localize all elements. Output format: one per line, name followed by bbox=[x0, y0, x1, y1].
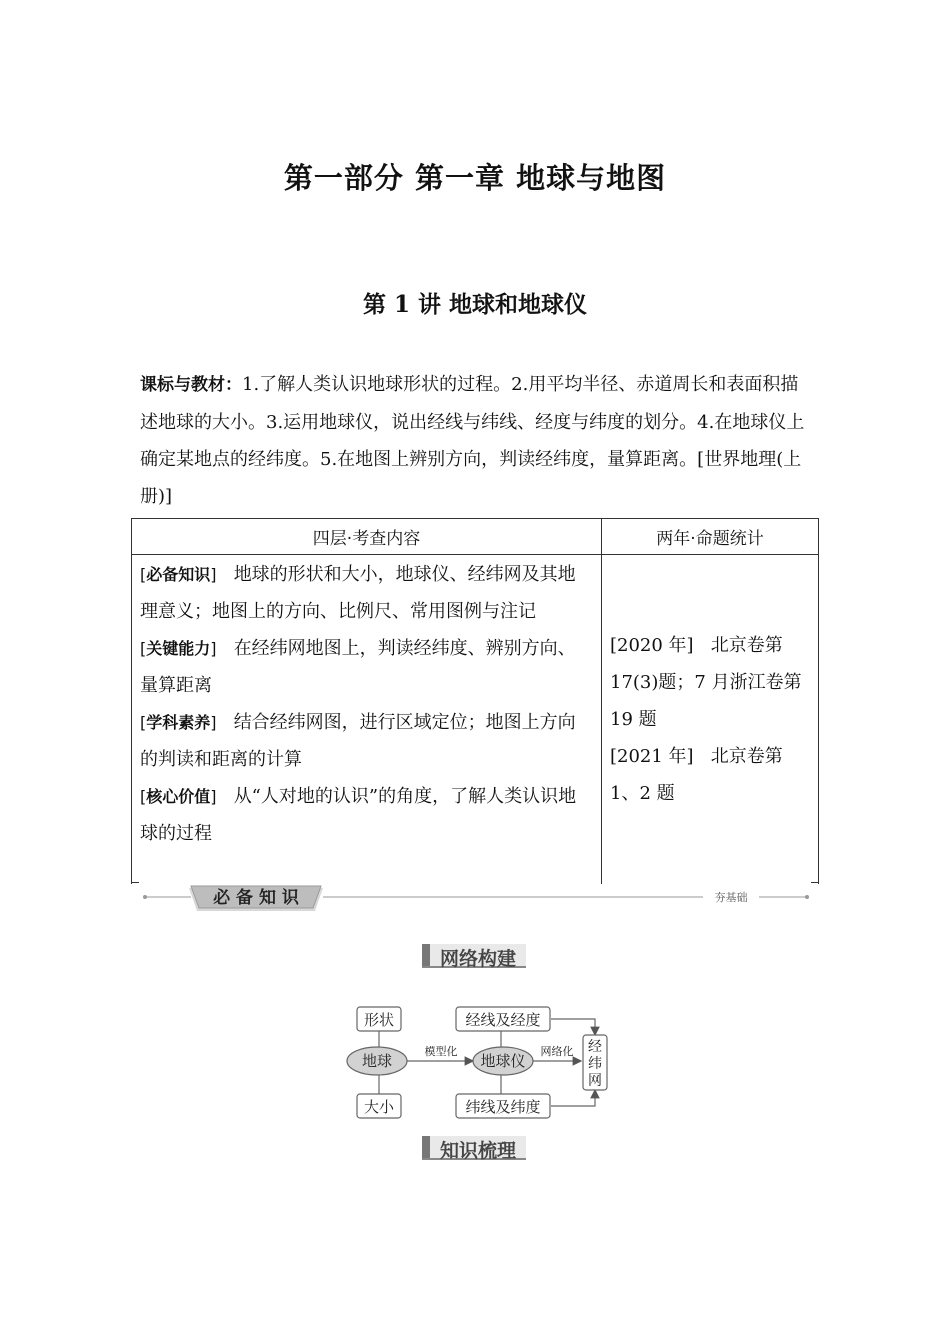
label-model: 模型化 bbox=[424, 1045, 458, 1058]
label-network: 网络化 bbox=[540, 1045, 574, 1058]
network-heading-bar bbox=[422, 944, 430, 968]
node-grid-char: 网 bbox=[588, 1073, 602, 1089]
row-tag: [关键能力] bbox=[140, 639, 217, 658]
arrow-parallel-grid bbox=[551, 1090, 595, 1106]
content-row bbox=[140, 704, 593, 778]
intro-label: 课标与教材： bbox=[140, 375, 242, 395]
chapter-title: 第一部分 第一章 地球与地图 bbox=[283, 161, 667, 195]
node-size-label: 大小 bbox=[363, 1098, 395, 1116]
stat-entry: [2021 年] 北京卷第 1、2 题 bbox=[610, 746, 783, 804]
knowledge-heading: 知识梳理 bbox=[440, 1140, 517, 1162]
content-cell bbox=[132, 555, 602, 885]
row-text: 从“人对地的认识”的角度，了解人类认识地球的过程 bbox=[140, 786, 577, 844]
node-grid-char: 经 bbox=[588, 1039, 602, 1055]
node-parallel-label: 纬线及纬度 bbox=[465, 1098, 541, 1116]
stat-entry: [2020 年] 北京卷第 17(3)题；7 月浙江卷第 19 题 bbox=[610, 635, 802, 730]
node-meridian-label: 经线及经度 bbox=[465, 1011, 541, 1029]
banner-dot-left bbox=[143, 895, 147, 899]
row-tag: [核心价值] bbox=[140, 787, 217, 806]
exam-overview-table bbox=[131, 518, 819, 884]
content-row bbox=[140, 556, 593, 630]
table-corner-left bbox=[131, 876, 139, 883]
node-grid-char: 纬 bbox=[588, 1056, 602, 1072]
network-heading: 网络构建 bbox=[440, 948, 517, 970]
section-banner bbox=[131, 884, 819, 912]
lesson-title: 第 1 讲 地球和地球仪 bbox=[362, 291, 588, 318]
content-row bbox=[140, 630, 593, 704]
banner-subtitle: 夯基础 bbox=[714, 891, 748, 904]
row-text: 地球的形状和大小，地球仪、经纬网及其地理意义；地图上的方向、比例尺、常用图例与注记 bbox=[140, 564, 576, 622]
banner-dot-right bbox=[805, 895, 809, 899]
curriculum-intro bbox=[140, 366, 815, 515]
row-tag: [学科素养] bbox=[140, 713, 217, 732]
row-text: 结合经纬网图，进行区域定位；地图上方向的判读和距离的计算 bbox=[140, 712, 576, 770]
banner-title: 必 备 知 识 bbox=[213, 888, 299, 908]
concept-diagram bbox=[343, 1003, 613, 1121]
row-tag: [必备知识] bbox=[140, 565, 217, 584]
node-earth-label: 地球 bbox=[361, 1052, 393, 1070]
content-row bbox=[140, 778, 593, 852]
arrow-meridian-grid bbox=[551, 1019, 595, 1035]
node-shape-label: 形状 bbox=[363, 1011, 395, 1029]
header-stats: 两年·命题统计 bbox=[602, 519, 819, 555]
header-content: 四层·考查内容 bbox=[132, 519, 602, 555]
intro-text: 1.了解人类认识地球形状的过程。2.用平均半径、赤道周长和表面积描述地球的大小。3.运用地球仪，说出经线与纬线、经度与纬度的划分。4.在地球仪上确定某地点的经纬度。5.在地图上辨别方向，判读经纬度，量算距离。[世界地理(上册)] bbox=[140, 374, 805, 507]
row-text: 在经纬网地图上，判读经纬度、辨别方向、量算距离 bbox=[140, 638, 576, 696]
stats-cell bbox=[602, 555, 819, 885]
node-globe-label: 地球仪 bbox=[480, 1052, 526, 1070]
table-corner-right bbox=[811, 876, 819, 883]
knowledge-heading-bar bbox=[422, 1136, 430, 1160]
